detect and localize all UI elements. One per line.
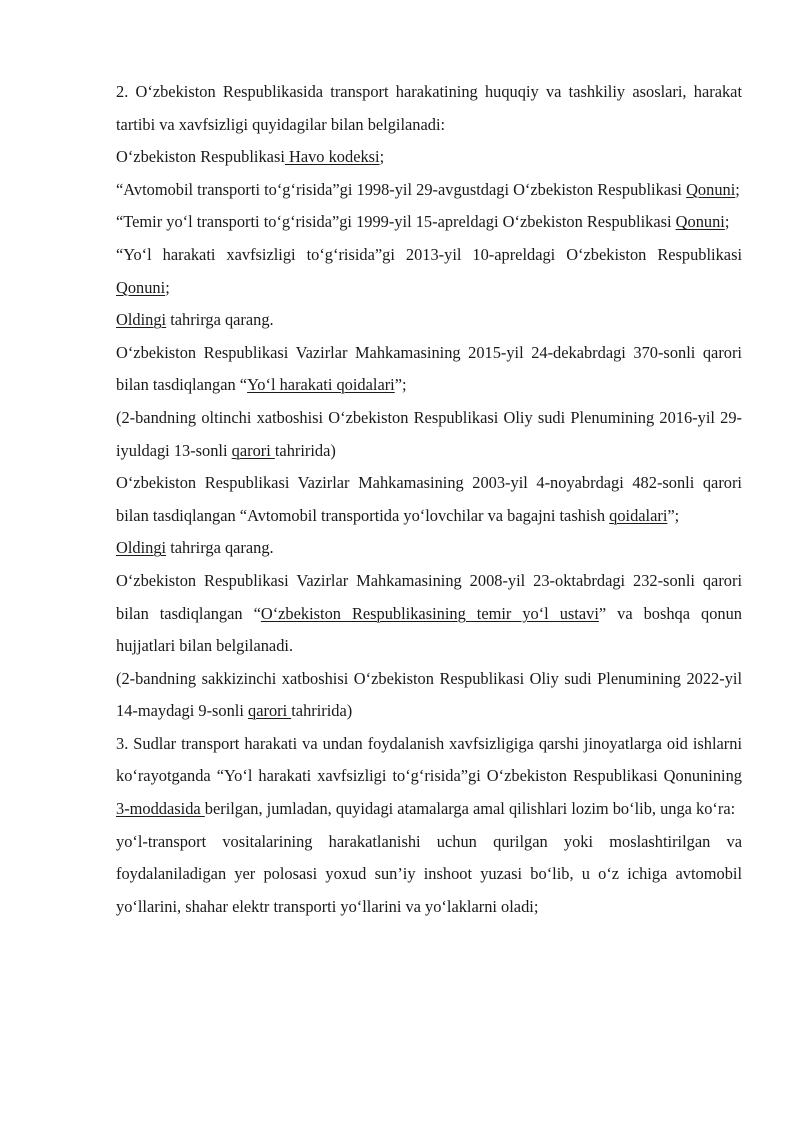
text-segment: “Avtomobil transporti to‘g‘risida”gi 1998-yil 29-avgustdagi O‘zbekiston Respublikasi bbox=[116, 179, 687, 199]
text-segment: ; bbox=[724, 212, 730, 232]
yol-harakati-qoidalari-link[interactable]: Yo‘l harakati qoidalari bbox=[247, 375, 395, 395]
text-segment: ; bbox=[165, 277, 170, 297]
text-segment: tahririda) bbox=[291, 701, 353, 721]
text-segment: O‘zbekiston Respublikasi bbox=[116, 147, 285, 167]
text-segment: ” va boshqa qonun hujjatlari bilan belgilanadi. bbox=[116, 603, 742, 656]
text-segment: (2-bandning sakkizinchi xatboshisi O‘zbekiston Respublikasi Oliy sudi Plenumining 2022-yil 14-maydagi 9-sonli bbox=[116, 668, 742, 721]
paragraph-sakkizinchi-xatboshi-note bbox=[116, 663, 742, 728]
text-segment: tahrirga qarang. bbox=[166, 310, 274, 330]
qonuni-link[interactable]: Qonuni bbox=[686, 179, 736, 199]
text-segment: yo‘l-transport vositalarining harakatlanishi uchun qurilgan yoki moslashtirilgan va foydalaniladigan yer polosasi yoxud sun’iy inshoot yuzasi bo‘lib, u o‘z ichiga avtomobil yo‘llarini, shahar elektr transporti yo‘llarini va yo‘laklarni oladi; bbox=[116, 831, 742, 916]
qarori-link[interactable]: qarori bbox=[231, 440, 275, 460]
text-segment: tahririda) bbox=[274, 440, 336, 460]
3-moddasida-link[interactable]: 3-moddasida bbox=[116, 799, 205, 819]
paragraph-havo-kodeksi bbox=[116, 141, 742, 174]
paragraph-2-intro bbox=[116, 76, 742, 141]
text-segment: ”; bbox=[394, 375, 407, 395]
text-segment: “Yo‘l harakati xavfsizligi to‘g‘risida”gi 2013-yil 10-apreldagi O‘zbekiston Respublikasi bbox=[116, 244, 742, 264]
qonuni-link[interactable]: Qonuni bbox=[116, 277, 166, 297]
paragraph-temir-yol-ustavi bbox=[116, 565, 742, 663]
havo-kodeksi-link[interactable]: Havo kodeksi bbox=[284, 147, 380, 167]
text-segment: tahrirga qarang. bbox=[166, 538, 274, 558]
text-segment: ”; bbox=[667, 505, 680, 525]
text-segment: berilgan, jumladan, quyidagi atamalarga amal qilishlari lozim bo‘lib, unga ko‘ra: bbox=[204, 799, 736, 819]
text-segment: “Temir yo‘l transporti to‘g‘risida”gi 1999-yil 15-apreldagi O‘zbekiston Respublikasi bbox=[116, 212, 676, 232]
paragraph-yol-harakati-xavfsizligi bbox=[116, 239, 742, 304]
paragraph-oldingi-tahrir bbox=[116, 532, 742, 565]
text-segment: ; bbox=[379, 147, 385, 167]
paragraph-avtomobil-transporti bbox=[116, 174, 742, 207]
paragraph-yolovchilar-tashish bbox=[116, 467, 742, 532]
qoidalari-link[interactable]: qoidalari bbox=[609, 505, 668, 525]
text-segment: 2. O‘zbekiston Respublikasida transport harakatining huquqiy va tashkiliy asoslari, harakat tartibi va xavfsizligi quyidagilar bilan belgilanadi: bbox=[116, 82, 742, 134]
paragraph-temir-yol-transporti bbox=[116, 206, 742, 239]
text-segment: (2-bandning oltinchi xatboshisi O‘zbekiston Respublikasi Oliy sudi Plenumining 2016-yil 29-iyuldagi 13-sonli bbox=[116, 407, 742, 460]
text-segment: O‘zbekiston Respublikasi Vazirlar Mahkamasining 2015-yil 24-dekabrdagi 370-sonli qarori bilan tasdiqlangan “ bbox=[116, 342, 742, 395]
paragraph-3-intro bbox=[116, 728, 742, 826]
text-segment: O‘zbekiston Respublikasi Vazirlar Mahkamasining 2008-yil 23-oktabrdagi 232-sonli qarori bilan tasdiqlangan “ bbox=[116, 570, 742, 623]
paragraph-yol-definition bbox=[116, 826, 742, 924]
text-segment: O‘zbekiston Respublikasi Vazirlar Mahkamasining 2003-yil 4-noyabrdagi 482-sonli qarori bilan tasdiqlangan “Avtomobil transportida yo‘lovchilar va bagajni tashish bbox=[116, 473, 742, 525]
oldingi-link[interactable]: Oldingi bbox=[116, 538, 167, 558]
text-segment: 3. Sudlar transport harakati va undan foydalanish xavfsizligiga qarshi jinoyatlarga oid ishlarni ko‘rayotganda “Yo‘l harakati xavfsizligi to‘g‘risida”gi O‘zbekiston Respublikasi Qonunining bbox=[116, 733, 742, 786]
oldingi-link[interactable]: Oldingi bbox=[116, 310, 167, 330]
qonuni-link[interactable]: Qonuni bbox=[675, 212, 725, 232]
temir-yol-ustavi-link[interactable]: O‘zbekiston Respublikasining temir yo‘l ustavi bbox=[260, 603, 599, 623]
paragraph-oldingi-tahrir bbox=[116, 304, 742, 337]
paragraph-oltinchi-xatboshi-note bbox=[116, 402, 742, 467]
text-segment: ; bbox=[735, 179, 740, 199]
paragraph-yol-harakati-qoidalari bbox=[116, 337, 742, 402]
qarori-link[interactable]: qarori bbox=[248, 701, 292, 721]
document-page bbox=[116, 76, 742, 923]
